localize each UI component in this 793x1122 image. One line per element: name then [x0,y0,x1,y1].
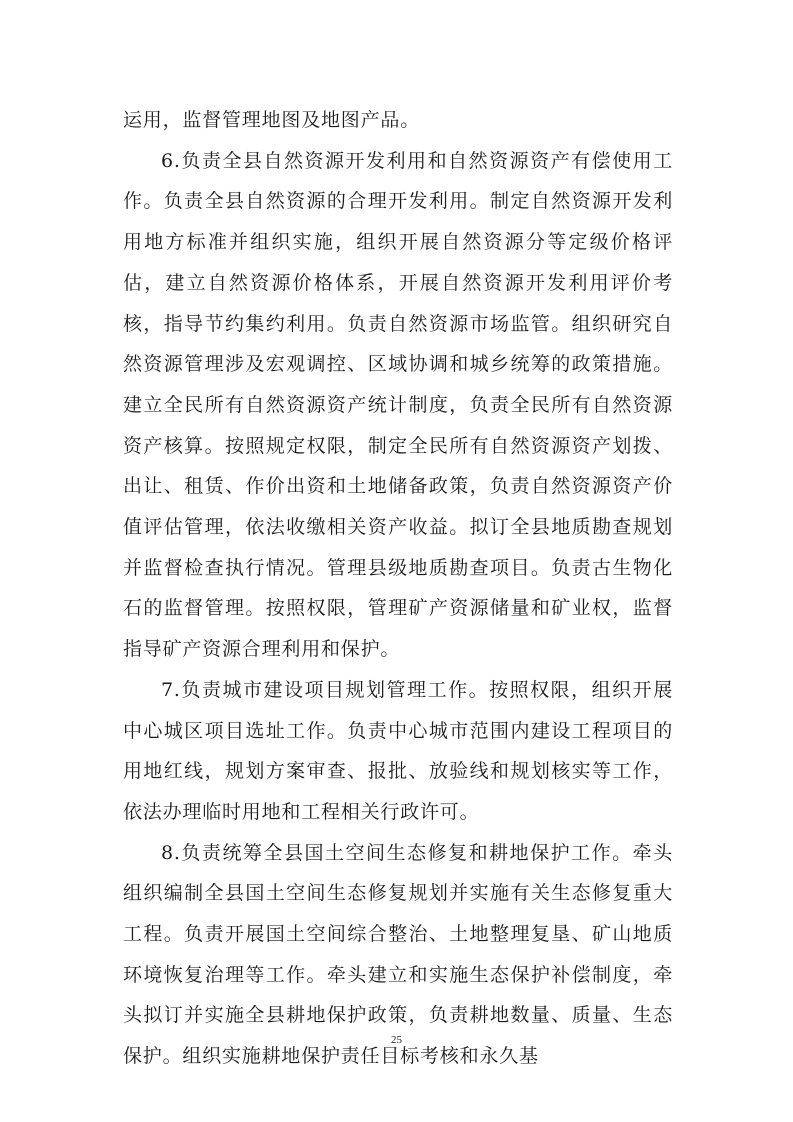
paragraph-item-6: 6.负责全县自然资源开发利用和自然资源资产有偿使用工作。负责全县自然资源的合理开发利用。制定自然资源开发利用地方标准并组织实施，组织开展自然资源分等定级价格评估，建立自然资源价格体系，开展自然资源开发利用评价考核，指导节约集约利用。负责自然资源市场监管。组织研究自然资源管理涉及宏观调控、区域协调和城乡统筹的政策措施。建立全民所有自然资源资产统计制度，负责全民所有自然资源资产核算。按照规定权限，制定全民所有自然资源资产划拨、出让、租赁、作价出资和土地储备政策，负责自然资源资产价值评估管理，依法收缴相关资产收益。拟订全县地质勘查规划并监督检查执行情况。管理县级地质勘查项目。负责古生物化石的监督管理。按照权限，管理矿产资源储量和矿业权，监督指导矿产资源合理利用和保护。 [123,149,673,661]
paragraph-continuation: 运用，监督管理地图及地图产品。 [123,109,421,131]
document-body [123,100,673,1077]
paragraph-item-7: 7.负责城市建设项目规划管理工作。按照权限，组织开展中心城区项目选址工作。负责中心城市范围内建设工程项目的用地红线，规划方案审查、报批、放验线和规划核实等工作，依法办理临时用地和工程相关行政许可。 [123,678,673,823]
page-number: 25 [391,1034,402,1046]
paragraph-item-8: 8.负责统筹全县国土空间生态修复和耕地保护工作。牵头组织编制全县国土空间生态修复规划并实施有关生态修复重大工程。负责开展国土空间综合整治、土地整理复垦、矿山地质环境恢复治理等工作。牵头建立和实施生态保护补偿制度，牵头拟订并实施全县耕地保护政策，负责耕地数量、质量、生态保护。组织实施耕地保护责任目标考核和永久基 [123,841,673,1068]
